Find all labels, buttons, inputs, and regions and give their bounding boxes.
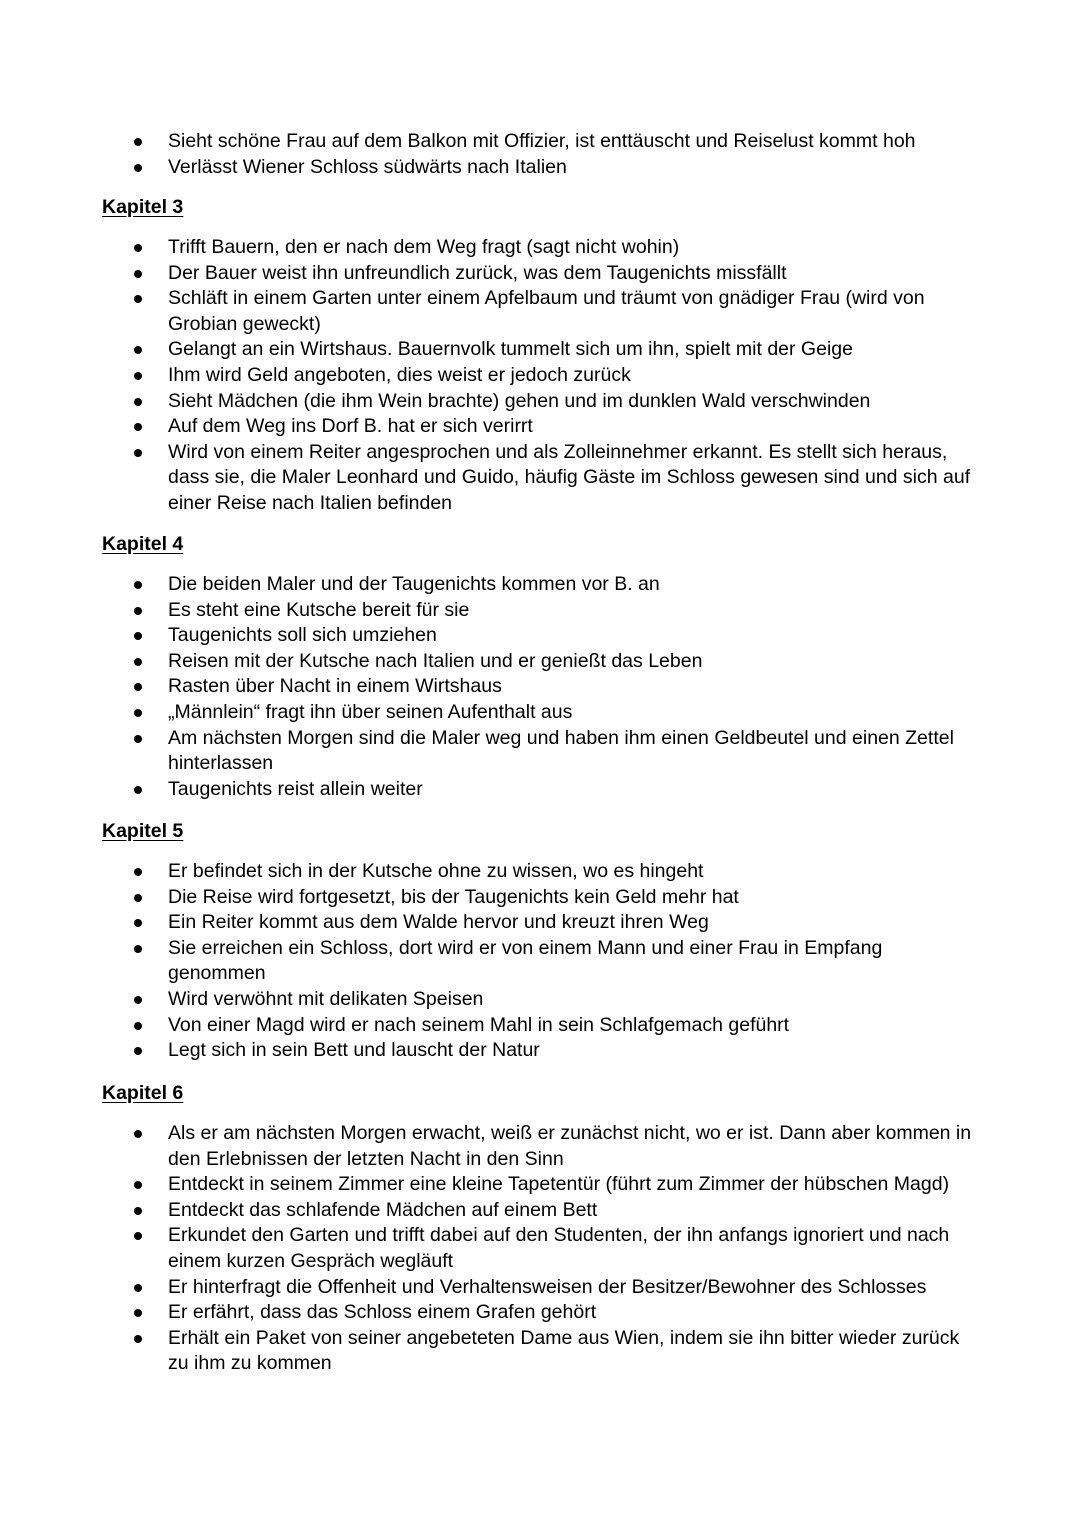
bullet-icon (134, 1335, 142, 1343)
list-item-text: Auf dem Weg ins Dorf B. hat er sich verirrt (168, 415, 533, 438)
chapter-5-bullet-list (0, 859, 1080, 1064)
list-item-text: Wird von einem Reiter angesprochen und als Zolleinnehmer erkannt. Es stellt sich heraus, dass sie, die Maler Leonhard und Guido, häufig Gäste im Schloss gewesen sind und sich auf einer Reise nach Italien befinden (168, 440, 971, 514)
bullet-icon (134, 996, 142, 1004)
list-item-text: Sieht Mädchen (die ihm Wein brachte) gehen und im dunklen Wald verschwinden (168, 389, 871, 412)
bullet-icon (134, 346, 142, 354)
list-item (0, 1198, 1080, 1224)
list-item-text: Taugenichts reist allein weiter (168, 777, 423, 800)
list-item-text: Entdeckt das schlafende Mädchen auf einem Bett (168, 1198, 598, 1221)
chapter-3-bullet-list (0, 235, 1080, 517)
chapter-heading-5: Kapitel 5 (102, 820, 184, 842)
chapter-heading-6: Kapitel 6 (102, 1082, 184, 1104)
list-item (0, 1326, 1080, 1377)
list-item-text: Erhält ein Paket von seiner angebeteten Dame aus Wien, indem sie ihn bitter wieder zurück zu ihm zu kommen (168, 1326, 960, 1375)
list-item-text: Es steht eine Kutsche bereit für sie (168, 598, 470, 621)
list-item (0, 726, 1080, 777)
list-item-text: Von einer Magd wird er nach seinem Mahl in sein Schlafgemach geführt (168, 1013, 790, 1036)
list-item-text: Legt sich in sein Bett und lauscht der Natur (168, 1039, 540, 1062)
list-item (0, 859, 1080, 885)
list-item-text: Entdeckt in seinem Zimmer eine kleine Tapetentür (führt zum Zimmer der hübschen Magd) (168, 1173, 950, 1196)
list-item (0, 910, 1080, 936)
list-item-text: Die beiden Maler und der Taugenichts kommen vor B. an (168, 573, 660, 595)
bullet-icon (134, 786, 142, 794)
list-item (0, 363, 1080, 389)
list-item (0, 623, 1080, 649)
list-item (0, 235, 1080, 261)
list-item (0, 389, 1080, 415)
list-item-text: „Männlein“ fragt ihn über seinen Aufenthalt aus (168, 700, 573, 723)
list-item (0, 700, 1080, 726)
bullet-icon (134, 1207, 142, 1215)
bullet-icon (134, 607, 142, 615)
list-item (0, 1275, 1080, 1301)
list-item (0, 155, 1080, 181)
list-item-text: Sieht schöne Frau auf dem Balkon mit Offizier, ist enttäuscht und Reiselust kommt hoh (168, 130, 916, 152)
bullet-icon (134, 295, 142, 303)
list-item-text: Reisen mit der Kutsche nach Italien und er genießt das Leben (168, 649, 703, 672)
list-item (0, 649, 1080, 675)
list-item-text: Schläft in einem Garten unter einem Apfelbaum und träumt von gnädiger Frau (wird von Grobian geweckt) (168, 287, 925, 335)
bullet-icon (134, 1047, 142, 1055)
list-item-text: Wird verwöhnt mit delikaten Speisen (168, 987, 484, 1010)
list-item-text: Am nächsten Morgen sind die Maler weg und haben ihm einen Geldbeutel und einen Zettel hinterlassen (168, 726, 954, 775)
list-item (0, 1038, 1080, 1064)
intro-bullet-list (0, 129, 1080, 180)
list-item (0, 885, 1080, 911)
list-item-text: Trifft Bauern, den er nach dem Weg fragt (sagt nicht wohin) (168, 236, 680, 258)
bullet-icon (134, 581, 142, 589)
bullet-icon (134, 372, 142, 380)
chapter-heading-3: Kapitel 3 (102, 196, 184, 218)
list-item-text: Ein Reiter kommt aus dem Walde hervor und kreuzt ihren Weg (168, 911, 709, 934)
list-item-text: Er befindet sich in der Kutsche ohne zu wissen, wo es hingeht (168, 860, 704, 882)
bullet-icon (134, 423, 142, 431)
list-item (0, 1013, 1080, 1039)
list-item (0, 598, 1080, 624)
bullet-icon (134, 683, 142, 691)
bullet-icon (134, 244, 142, 252)
list-item-text: Taugenichts soll sich umziehen (168, 624, 437, 647)
list-item-text: Als er am nächsten Morgen erwacht, weiß er zunächst nicht, wo er ist. Dann aber kommen in den Erlebnissen der letzten Nacht in den Sinn (168, 1122, 972, 1170)
bullet-icon (134, 632, 142, 640)
list-item-text: Verlässt Wiener Schloss südwärts nach Italien (168, 155, 567, 178)
list-item (0, 414, 1080, 440)
list-item (0, 440, 1080, 517)
bullet-icon (134, 1181, 142, 1189)
list-item-text: Die Reise wird fortgesetzt, bis der Taugenichts kein Geld mehr hat (168, 885, 739, 908)
bullet-icon (134, 398, 142, 406)
list-item-text: Gelangt an ein Wirtshaus. Bauernvolk tummelt sich um ihn, spielt mit der Geige (168, 338, 853, 361)
list-item (0, 129, 1080, 155)
bullet-icon (134, 1309, 142, 1317)
bullet-icon (134, 1284, 142, 1292)
list-item (0, 261, 1080, 287)
bullet-icon (134, 270, 142, 278)
list-item (0, 1300, 1080, 1326)
bullet-icon (134, 709, 142, 717)
bullet-icon (134, 1022, 142, 1030)
bullet-icon (134, 138, 142, 146)
list-item (0, 936, 1080, 987)
bullet-icon (134, 945, 142, 953)
bullet-icon (134, 658, 142, 666)
list-item (0, 572, 1080, 598)
list-item-text: Er hinterfragt die Offenheit und Verhaltensweisen der Besitzer/Bewohner des Schlosses (168, 1275, 927, 1298)
list-item-text: Ihm wird Geld angeboten, dies weist er jedoch zurück (168, 363, 631, 386)
bullet-icon (134, 919, 142, 927)
bullet-icon (134, 894, 142, 902)
list-item-text: Er erfährt, dass das Schloss einem Grafen gehört (168, 1301, 597, 1324)
list-item (0, 1121, 1080, 1172)
list-item (0, 1172, 1080, 1198)
bullet-icon (134, 449, 142, 457)
list-item (0, 674, 1080, 700)
bullet-icon (134, 164, 142, 172)
list-item (0, 337, 1080, 363)
list-item-text: Sie erreichen ein Schloss, dort wird er von einem Mann und einer Frau in Empfang genommen (168, 936, 883, 985)
list-item-text: Der Bauer weist ihn unfreundlich zurück, was dem Taugenichts missfällt (168, 261, 787, 284)
bullet-icon (134, 868, 142, 876)
chapter-heading-4: Kapitel 4 (102, 533, 184, 555)
chapter-6-bullet-list (0, 1121, 1080, 1377)
list-item-text: Erkundet den Garten und trifft dabei auf den Studenten, der ihn anfangs ignoriert und nach einem kurzen Gespräch wegläuft (168, 1224, 950, 1272)
bullet-icon (134, 735, 142, 743)
bullet-icon (134, 1232, 142, 1240)
list-item (0, 987, 1080, 1013)
list-item (0, 1223, 1080, 1274)
chapter-4-bullet-list (0, 572, 1080, 802)
list-item-text: Rasten über Nacht in einem Wirtshaus (168, 675, 502, 698)
bullet-icon (134, 1130, 142, 1138)
list-item (0, 286, 1080, 337)
list-item (0, 777, 1080, 803)
